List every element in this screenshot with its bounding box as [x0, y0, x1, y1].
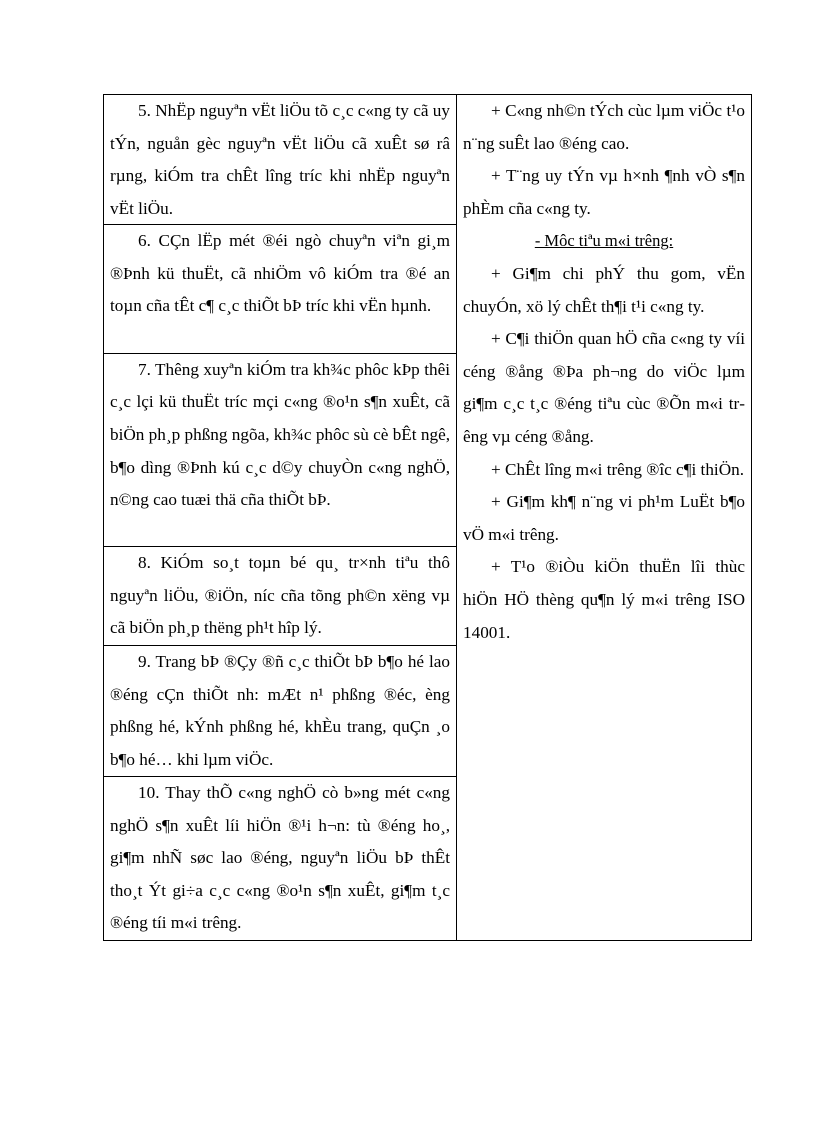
table-cell — [104, 547, 456, 646]
benefit-paragraph: + C¶i thiÖn quan hÖ cña c«ng ty víi céng ®ång ®Þa ph¬ng do viÖc lµm gi¶m c¸c t¸c ®éng tiªu cùc ®Õn m«i trêng vµ céng ®ång. — [463, 329, 745, 446]
benefit-paragraph: + T¨ng uy tÝn vµ h×nh ¶nh vÒ s¶n phÈm cña c«ng ty. — [463, 166, 745, 218]
content-table — [103, 94, 752, 941]
section-heading: - Môc tiªu m«i trêng: — [534, 231, 674, 251]
cell-paragraph: 7. Thêng xuyªn kiÓm tra kh¾c phôc kÞp thêi c¸c lçi kü thuËt tríc mçi c«ng ®o¹n s¶n xuÊt, cã biÖn ph¸p phßng ngõa, kh¾c phôc sù cè bÊt ngê, b¶o dìng ®Þnh kú c¸c d©y chuyÒn c«ng nghÖ, n©ng cao tuæi thä cña thiÕt bÞ. — [110, 359, 450, 510]
cell-paragraph: 5. NhËp nguyªn vËt liÖu tõ c¸c c«ng ty cã uy tÝn, nguån gèc nguyªn vËt liÖu cã xuÊt sø râ rµng, kiÓm tra chÊt lîng tríc khi nhËp nguyªn vËt liÖu. — [110, 101, 450, 218]
benefit-paragraph: + T¹o ®iÒu kiÖn thuËn lîi thùc hiÖn HÖ thèng qu¶n lý m«i trêng ISO 14001. — [463, 557, 745, 642]
table-cell — [104, 646, 456, 777]
cell-paragraph: 8. KiÓm so¸t toµn bé qu¸ tr×nh tiªu thô nguyªn liÖu, ®iÖn, níc cña tõng ph©n xëng vµ cã biÖn ph¸p thëng ph¹t hîp lý. — [110, 552, 450, 638]
cell-paragraph: 6. CÇn lËp mét ®éi ngò chuyªn viªn gi¸m ®Þnh kü thuËt, cã nhiÖm vô kiÓm tra ®é an toµn cña tÊt c¶ c¸c thiÕt bÞ tríc khi vËn hµnh. — [110, 231, 450, 316]
table-cell — [104, 777, 456, 940]
table-cell — [104, 354, 456, 547]
cell-paragraph: 10. Thay thÕ c«ng nghÖ cò b»ng mét c«ng nghÖ s¶n xuÊt líi hiÖn ®¹i h¬n: tù ®éng ho¸, gi¶m nhÑ søc lao ®éng, nguyªn liÖu bÞ thÊt tho¸t Ýt gi÷a c¸c c«ng ®o¹n s¶n xuÊt, gi¶m t¸c ®éng tíi m«i trêng. — [110, 783, 450, 933]
right-column — [457, 95, 751, 940]
cell-paragraph: 9. Trang bÞ ®Çy ®ñ c¸c thiÕt bÞ b¶o hé lao ®éng cÇn thiÕt nh: mÆt n¹ phßng ®éc, èng phßng hé, kÝnh phßng hé, khÈu trang, quÇn ¸o b¶o hé… khi lµm viÖc. — [110, 652, 450, 769]
table-cell — [104, 225, 456, 354]
benefit-paragraph: + Gi¶m chi phÝ thu gom, vËn chuyÓn, xö lý chÊt th¶i t¹i c«ng ty. — [463, 263, 745, 316]
table-cell — [104, 95, 456, 225]
benefit-paragraph: + Gi¶m kh¶ n¨ng vi ph¹m LuËt b¶o vÖ m«i trêng. — [463, 492, 745, 544]
benefit-paragraph: + ChÊt lîng m«i trêng ®îc c¶i thiÖn. — [491, 459, 744, 479]
left-column — [104, 95, 457, 940]
benefit-paragraph: + C«ng nh©n tÝch cùc lµm viÖc t¹o n¨ng suÊt lao ®éng cao. — [463, 101, 745, 153]
